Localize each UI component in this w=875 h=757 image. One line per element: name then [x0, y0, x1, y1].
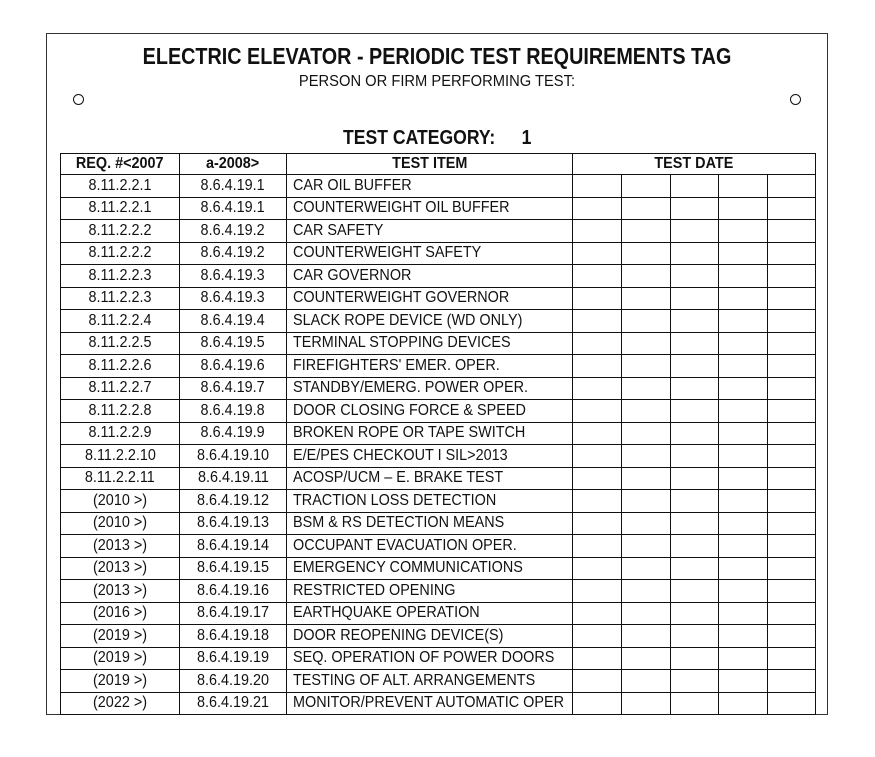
test-item-cell: COUNTERWEIGHT OIL BUFFER [287, 197, 573, 220]
req-number-cell: 8.11.2.2.1 [61, 175, 180, 198]
test-item-cell: SLACK ROPE DEVICE (WD ONLY) [287, 310, 573, 333]
test-date-cell[interactable] [621, 467, 670, 490]
test-date-cell[interactable] [670, 647, 719, 670]
test-requirements-tag [46, 33, 828, 715]
test-date-cell[interactable] [768, 422, 816, 445]
test-date-cell[interactable] [670, 287, 719, 310]
a2008-number-cell: 8.6.4.19.11 [180, 467, 287, 490]
test-date-cell[interactable] [573, 242, 622, 265]
test-date-cell[interactable] [719, 287, 768, 310]
test-date-cell[interactable] [768, 580, 816, 603]
mounting-hole-left-icon [73, 94, 84, 105]
test-date-cell[interactable] [621, 332, 670, 355]
test-item-cell: STANDBY/EMERG. POWER OPER. [287, 377, 573, 400]
test-date-cell[interactable] [621, 175, 670, 198]
test-date-cell[interactable] [621, 377, 670, 400]
test-date-cell[interactable] [573, 287, 622, 310]
table-row [61, 175, 816, 198]
test-date-cell[interactable] [719, 647, 768, 670]
test-date-cell[interactable] [670, 535, 719, 558]
test-date-cell[interactable] [768, 197, 816, 220]
req-number-cell: 8.11.2.2.2 [61, 242, 180, 265]
test-date-cell[interactable] [719, 422, 768, 445]
test-date-cell[interactable] [573, 332, 622, 355]
test-item-cell: TESTING OF ALT. ARRANGEMENTS [287, 670, 573, 693]
test-item-cell: CAR OIL BUFFER [287, 175, 573, 198]
test-date-cell[interactable] [670, 422, 719, 445]
test-item-cell: BROKEN ROPE OR TAPE SWITCH [287, 422, 573, 445]
a2008-number-cell: 8.6.4.19.15 [180, 557, 287, 580]
test-date-cell[interactable] [621, 580, 670, 603]
test-date-cell[interactable] [670, 445, 719, 468]
test-date-cell[interactable] [719, 377, 768, 400]
req-number-cell: (2019 >) [61, 625, 180, 648]
test-item-cell: TERMINAL STOPPING DEVICES [287, 332, 573, 355]
table-row [61, 287, 816, 310]
test-item-cell: EMERGENCY COMMUNICATIONS [287, 557, 573, 580]
test-date-cell[interactable] [768, 265, 816, 288]
test-item-cell: BSM & RS DETECTION MEANS [287, 512, 573, 535]
test-date-cell[interactable] [768, 287, 816, 310]
test-date-cell[interactable] [621, 445, 670, 468]
table-row [61, 400, 816, 423]
test-date-cell[interactable] [573, 467, 622, 490]
req-number-cell: 8.11.2.2.10 [61, 445, 180, 468]
table-row [61, 647, 816, 670]
test-date-cell[interactable] [719, 580, 768, 603]
test-date-cell[interactable] [768, 332, 816, 355]
test-date-cell[interactable] [573, 220, 622, 243]
test-date-cell[interactable] [719, 467, 768, 490]
req-number-cell: (2019 >) [61, 647, 180, 670]
test-date-cell[interactable] [573, 175, 622, 198]
a2008-number-cell: 8.6.4.19.16 [180, 580, 287, 603]
a2008-number-cell: 8.6.4.19.4 [180, 310, 287, 333]
test-item-cell: ACOSP/UCM – E. BRAKE TEST [287, 467, 573, 490]
req-number-cell: (2013 >) [61, 557, 180, 580]
table-row [61, 512, 816, 535]
a2008-number-cell: 8.6.4.19.2 [180, 242, 287, 265]
test-date-cell[interactable] [621, 310, 670, 333]
header-a2008: a-2008> [180, 154, 287, 175]
table-row [61, 332, 816, 355]
req-number-cell: 8.11.2.2.1 [61, 197, 180, 220]
test-requirements-table [60, 153, 816, 715]
a2008-number-cell: 8.6.4.19.10 [180, 445, 287, 468]
req-number-cell: 8.11.2.2.7 [61, 377, 180, 400]
req-number-cell: 8.11.2.2.8 [61, 400, 180, 423]
test-date-cell[interactable] [621, 625, 670, 648]
test-date-cell[interactable] [573, 692, 622, 715]
test-item-cell: CAR GOVERNOR [287, 265, 573, 288]
req-number-cell: 8.11.2.2.9 [61, 422, 180, 445]
req-number-cell: 8.11.2.2.11 [61, 467, 180, 490]
tag-title: ELECTRIC ELEVATOR - PERIODIC TEST REQUIREMENTS TAG [142, 43, 732, 69]
test-date-cell[interactable] [621, 692, 670, 715]
test-date-cell[interactable] [670, 490, 719, 513]
a2008-number-cell: 8.6.4.19.14 [180, 535, 287, 558]
test-date-cell[interactable] [719, 242, 768, 265]
test-date-cell[interactable] [621, 400, 670, 423]
table-row [61, 670, 816, 693]
test-date-cell[interactable] [768, 175, 816, 198]
a2008-number-cell: 8.6.4.19.12 [180, 490, 287, 513]
test-item-cell: E/E/PES CHECKOUT I SIL>2013 [287, 445, 573, 468]
test-date-cell[interactable] [670, 220, 719, 243]
test-date-cell[interactable] [670, 355, 719, 378]
a2008-number-cell: 8.6.4.19.5 [180, 332, 287, 355]
test-date-cell[interactable] [719, 400, 768, 423]
test-date-cell[interactable] [573, 625, 622, 648]
test-item-cell: DOOR REOPENING DEVICE(S) [287, 625, 573, 648]
test-date-cell[interactable] [719, 265, 768, 288]
test-date-cell[interactable] [670, 175, 719, 198]
test-date-cell[interactable] [573, 670, 622, 693]
a2008-number-cell: 8.6.4.19.17 [180, 602, 287, 625]
test-date-cell[interactable] [621, 197, 670, 220]
table-row [61, 625, 816, 648]
test-date-cell[interactable] [621, 220, 670, 243]
test-date-cell[interactable] [621, 670, 670, 693]
test-date-cell[interactable] [573, 400, 622, 423]
test-date-cell[interactable] [670, 625, 719, 648]
test-date-cell[interactable] [573, 580, 622, 603]
test-date-cell[interactable] [670, 602, 719, 625]
test-date-cell[interactable] [768, 512, 816, 535]
test-date-cell[interactable] [719, 332, 768, 355]
test-date-cell[interactable] [573, 445, 622, 468]
table-row [61, 220, 816, 243]
test-date-cell[interactable] [719, 197, 768, 220]
test-date-cell[interactable] [670, 332, 719, 355]
test-date-cell[interactable] [670, 197, 719, 220]
req-number-cell: (2019 >) [61, 670, 180, 693]
mounting-hole-right-icon [790, 94, 801, 105]
a2008-number-cell: 8.6.4.19.20 [180, 670, 287, 693]
a2008-number-cell: 8.6.4.19.18 [180, 625, 287, 648]
a2008-number-cell: 8.6.4.19.3 [180, 265, 287, 288]
test-date-cell[interactable] [670, 670, 719, 693]
test-date-cell[interactable] [670, 692, 719, 715]
table-row [61, 692, 816, 715]
a2008-number-cell: 8.6.4.19.3 [180, 287, 287, 310]
table-row [61, 490, 816, 513]
test-date-cell[interactable] [573, 512, 622, 535]
test-date-cell[interactable] [621, 422, 670, 445]
test-date-cell[interactable] [719, 557, 768, 580]
req-number-cell: (2016 >) [61, 602, 180, 625]
test-date-cell[interactable] [621, 242, 670, 265]
test-date-cell[interactable] [768, 377, 816, 400]
test-item-cell: MONITOR/PREVENT AUTOMATIC OPER [287, 692, 573, 715]
table-row [61, 445, 816, 468]
req-number-cell: 8.11.2.2.4 [61, 310, 180, 333]
req-number-cell: (2013 >) [61, 535, 180, 558]
table-row [61, 580, 816, 603]
test-date-cell[interactable] [573, 557, 622, 580]
test-date-cell[interactable] [719, 175, 768, 198]
req-number-cell: 8.11.2.2.5 [61, 332, 180, 355]
a2008-number-cell: 8.6.4.19.8 [180, 400, 287, 423]
test-item-cell: OCCUPANT EVACUATION OPER. [287, 535, 573, 558]
test-date-cell[interactable] [719, 692, 768, 715]
test-date-cell[interactable] [768, 400, 816, 423]
table-row [61, 355, 816, 378]
req-number-cell: (2022 >) [61, 692, 180, 715]
test-date-cell[interactable] [768, 490, 816, 513]
test-date-cell[interactable] [768, 445, 816, 468]
test-date-cell[interactable] [719, 512, 768, 535]
test-date-cell[interactable] [719, 625, 768, 648]
test-date-cell[interactable] [719, 670, 768, 693]
tag-subtitle: PERSON OR FIRM PERFORMING TEST: [298, 73, 576, 90]
test-date-cell[interactable] [573, 265, 622, 288]
req-number-cell: (2010 >) [61, 490, 180, 513]
test-date-cell[interactable] [719, 535, 768, 558]
test-date-cell[interactable] [719, 220, 768, 243]
test-date-cell[interactable] [768, 625, 816, 648]
test-date-cell[interactable] [768, 602, 816, 625]
test-date-cell[interactable] [573, 355, 622, 378]
test-date-cell[interactable] [670, 265, 719, 288]
test-date-cell[interactable] [768, 670, 816, 693]
test-date-cell[interactable] [719, 445, 768, 468]
test-date-cell[interactable] [573, 197, 622, 220]
req-number-cell: 8.11.2.2.3 [61, 287, 180, 310]
test-item-cell: COUNTERWEIGHT SAFETY [287, 242, 573, 265]
test-item-cell: RESTRICTED OPENING [287, 580, 573, 603]
test-date-cell[interactable] [573, 422, 622, 445]
test-item-cell: SEQ. OPERATION OF POWER DOORS [287, 647, 573, 670]
test-date-cell[interactable] [768, 355, 816, 378]
test-date-cell[interactable] [719, 310, 768, 333]
header-test-date: TEST DATE [573, 154, 816, 175]
header-test-item: TEST ITEM [287, 154, 573, 175]
test-date-cell[interactable] [768, 467, 816, 490]
test-date-cell[interactable] [573, 535, 622, 558]
table-row [61, 377, 816, 400]
test-date-cell[interactable] [621, 490, 670, 513]
test-date-cell[interactable] [573, 602, 622, 625]
req-number-cell: 8.11.2.2.6 [61, 355, 180, 378]
test-date-cell[interactable] [719, 490, 768, 513]
test-item-cell: TRACTION LOSS DETECTION [287, 490, 573, 513]
a2008-number-cell: 8.6.4.19.6 [180, 355, 287, 378]
table-row [61, 535, 816, 558]
a2008-number-cell: 8.6.4.19.1 [180, 197, 287, 220]
test-date-cell[interactable] [670, 310, 719, 333]
test-date-cell[interactable] [573, 490, 622, 513]
test-date-cell[interactable] [768, 242, 816, 265]
table-row [61, 242, 816, 265]
test-date-cell[interactable] [621, 512, 670, 535]
table-row [61, 265, 816, 288]
test-date-cell[interactable] [670, 512, 719, 535]
test-item-cell: DOOR CLOSING FORCE & SPEED [287, 400, 573, 423]
test-date-cell[interactable] [768, 310, 816, 333]
table-row [61, 467, 816, 490]
test-date-cell[interactable] [768, 220, 816, 243]
req-number-cell: (2010 >) [61, 512, 180, 535]
test-date-cell[interactable] [719, 355, 768, 378]
test-date-cell[interactable] [670, 557, 719, 580]
test-date-cell[interactable] [573, 647, 622, 670]
test-date-cell[interactable] [670, 400, 719, 423]
test-date-cell[interactable] [670, 377, 719, 400]
test-date-cell[interactable] [719, 602, 768, 625]
test-date-cell[interactable] [621, 647, 670, 670]
a2008-number-cell: 8.6.4.19.1 [180, 175, 287, 198]
test-date-cell[interactable] [621, 355, 670, 378]
a2008-number-cell: 8.6.4.19.13 [180, 512, 287, 535]
table-row [61, 422, 816, 445]
test-item-cell: EARTHQUAKE OPERATION [287, 602, 573, 625]
req-number-cell: (2013 >) [61, 580, 180, 603]
a2008-number-cell: 8.6.4.19.19 [180, 647, 287, 670]
test-date-cell[interactable] [621, 557, 670, 580]
table-row [61, 197, 816, 220]
test-category [343, 127, 531, 150]
test-date-cell[interactable] [621, 535, 670, 558]
table-header-row [61, 154, 816, 175]
test-date-cell[interactable] [768, 535, 816, 558]
test-date-cell[interactable] [621, 265, 670, 288]
req-number-cell: 8.11.2.2.2 [61, 220, 180, 243]
a2008-number-cell: 8.6.4.19.9 [180, 422, 287, 445]
test-date-cell[interactable] [621, 602, 670, 625]
test-date-cell[interactable] [768, 692, 816, 715]
table-row [61, 310, 816, 333]
test-date-cell[interactable] [573, 377, 622, 400]
test-date-cell[interactable] [670, 467, 719, 490]
test-date-cell[interactable] [670, 580, 719, 603]
test-item-cell: COUNTERWEIGHT GOVERNOR [287, 287, 573, 310]
test-date-cell[interactable] [573, 310, 622, 333]
header-req: REQ. #<2007 [61, 154, 180, 175]
test-date-cell[interactable] [621, 287, 670, 310]
test-date-cell[interactable] [768, 557, 816, 580]
table-row [61, 557, 816, 580]
test-item-cell: FIREFIGHTERS' EMER. OPER. [287, 355, 573, 378]
test-category-label: TEST CATEGORY: [343, 127, 496, 149]
test-date-cell[interactable] [768, 647, 816, 670]
table-row [61, 602, 816, 625]
test-item-cell: CAR SAFETY [287, 220, 573, 243]
a2008-number-cell: 8.6.4.19.7 [180, 377, 287, 400]
a2008-number-cell: 8.6.4.19.2 [180, 220, 287, 243]
req-number-cell: 8.11.2.2.3 [61, 265, 180, 288]
test-category-value: 1 [521, 127, 532, 149]
test-date-cell[interactable] [670, 242, 719, 265]
a2008-number-cell: 8.6.4.19.21 [180, 692, 287, 715]
